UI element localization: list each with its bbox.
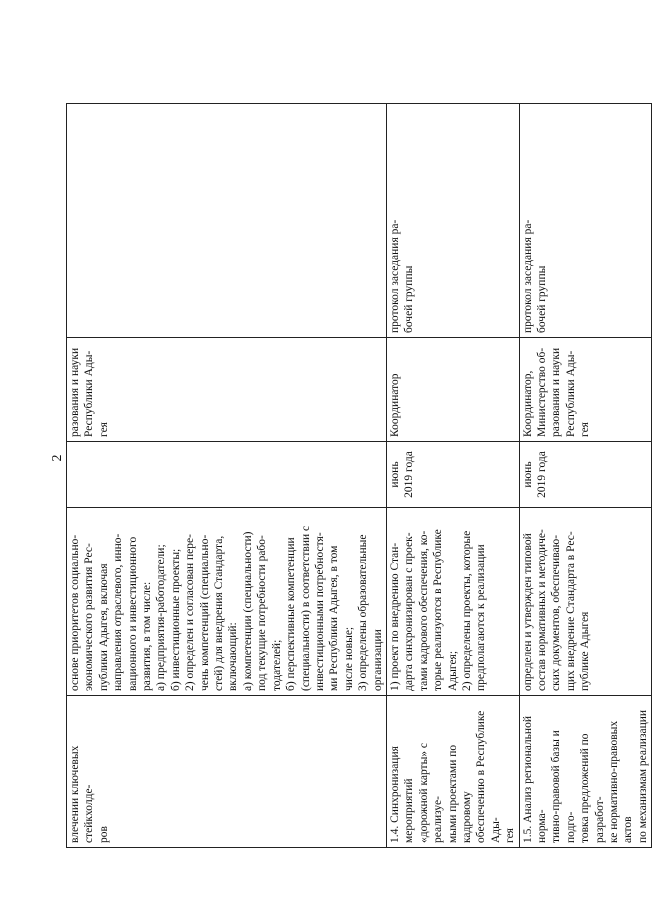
cell-line: протокол заседания ра- [521, 219, 534, 333]
result-cell [519, 508, 652, 696]
cell-line: состав нормативных и методиче- [536, 529, 548, 691]
date-cell [519, 442, 652, 508]
cell-line: организации [371, 629, 384, 691]
cell-line: Координатор [388, 373, 401, 437]
cell-line: развития, в том числе: [141, 581, 154, 691]
table-row [519, 104, 652, 848]
cell-line: разования и науки [69, 347, 81, 437]
cell-line: 2019 года [536, 451, 548, 498]
cell-line: бочей группы [536, 265, 548, 333]
cell-line: гея [97, 422, 110, 437]
cell-line: ров [97, 826, 110, 843]
event-cell [67, 696, 387, 848]
responsible-cell [67, 338, 387, 442]
cell-line: щих внедрение Стандарта в Рес- [564, 531, 577, 691]
responsible-cell [386, 338, 519, 442]
cell-line: гея [504, 828, 517, 843]
roadmap-table [66, 103, 652, 848]
cell-line: дарта синхронизирован с проек- [403, 532, 416, 691]
rotated-table-wrapper [66, 104, 649, 848]
cell-line: Адыгея; [446, 650, 459, 691]
result-cell [67, 508, 387, 696]
cell-line: 3) определены образовательные [357, 534, 370, 691]
result-cell [386, 508, 519, 696]
cell-line: июнь [521, 461, 534, 488]
cell-line: а) компетенции (специальности) [241, 531, 254, 691]
date-cell [67, 442, 387, 508]
cell-line: Координатор, [521, 370, 534, 437]
document-cell [386, 104, 519, 338]
cell-line: июнь [388, 461, 401, 488]
cell-line: «дорожной карты» с реализуе- [417, 742, 445, 843]
cell-line: Министерство об- [536, 347, 548, 437]
cell-line: бочей группы [403, 265, 416, 333]
cell-line: б) перспективные компетенции [285, 537, 298, 691]
cell-line: основе приоритетов социально- [69, 534, 81, 691]
cell-line: разования и науки [550, 347, 563, 437]
cell-line: числе новые; [342, 626, 355, 691]
cell-line: влечении ключевых стейкхолде- [69, 745, 96, 843]
cell-line: включающий: [227, 622, 240, 691]
cell-line: а) предприятия-работодатели; [155, 544, 168, 691]
cell-line: 2019 года [403, 451, 416, 498]
cell-line: товка предложений по разработ- [579, 733, 606, 843]
cell-line: публике Адыгея [579, 611, 592, 691]
cell-line: чень компетенций (специально- [198, 534, 211, 691]
cell-line: Республики Ады- [83, 350, 96, 437]
document-cell [67, 104, 387, 338]
cell-line: мыми проектами по кадровому [446, 744, 473, 843]
cell-line: по механизмам реализации [636, 709, 649, 843]
event-cell [386, 696, 519, 848]
cell-line: 1.4. Синхронизация мероприятий [388, 746, 416, 843]
cell-line: гея [579, 422, 592, 437]
cell-line: тодателей; [270, 639, 283, 691]
cell-line: определен и утвержден типовой [521, 533, 534, 691]
cell-line: протокол заседания ра- [388, 219, 401, 333]
cell-line: тивно-правовой базы и подго- [550, 730, 577, 843]
cell-line: 2) определены проекты, которые [460, 530, 473, 691]
cell-line: под текущие потребности рабо- [256, 535, 269, 691]
cell-line: б) инвестиционные проекты; [169, 548, 182, 691]
cell-line: ми Республики Адыгея, в том [328, 545, 341, 691]
cell-line: ских документов, обеспечиваю- [550, 534, 563, 691]
table-row [67, 104, 387, 848]
cell-line: 2) определен и согласован пере- [184, 534, 197, 691]
cell-line: экономического развития Рес- [83, 543, 96, 691]
cell-line: 1.5. Анализ региональной норма- [521, 716, 548, 843]
responsible-cell [519, 338, 652, 442]
cell-line: тами кадрового обеспечения, ко- [417, 530, 430, 691]
cell-line: 1) проект по внедрению Стан- [388, 542, 401, 691]
page-number: 2 [50, 454, 65, 462]
cell-line: публики Адыгея, включая [97, 563, 110, 691]
cell-line: инвестиционными потребностя- [313, 532, 326, 691]
table-row [386, 104, 519, 848]
cell-line: (специальности) в соответствии с [299, 525, 312, 691]
cell-line: направления отраслевого, инно- [112, 533, 125, 691]
cell-line: предполагаются к реализации [475, 544, 488, 691]
document-cell [519, 104, 652, 338]
cell-line: стей) для внедрения Стандарта, [213, 535, 226, 691]
date-cell [386, 442, 519, 508]
cell-line: вационного и инвестиционного [126, 536, 139, 691]
cell-line: торые реализуются в Республике [432, 529, 445, 691]
cell-line: ке нормативно-правовых актов [608, 720, 635, 843]
event-cell [519, 696, 652, 848]
cell-line: Республики Ады- [564, 350, 577, 437]
cell-line: обеспечению в Республике Ады- [475, 710, 502, 843]
